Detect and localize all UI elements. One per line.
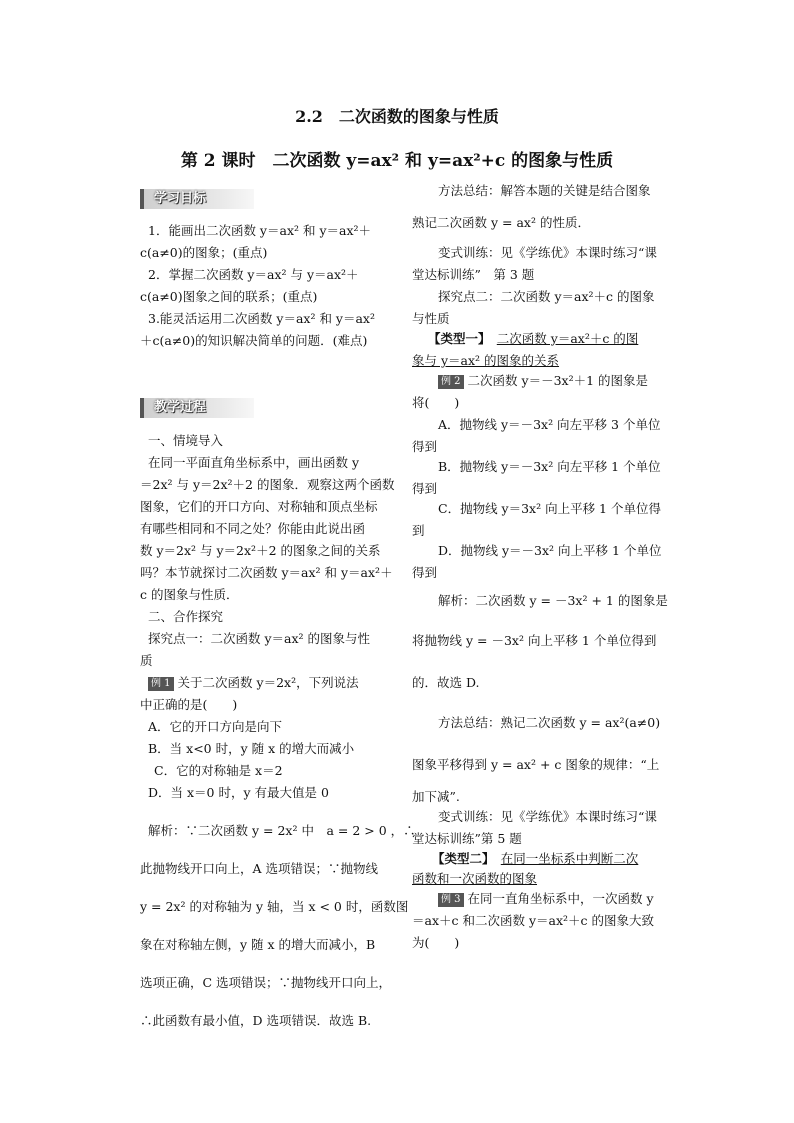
lesson-subtitle: 第 2 课时 二次函数 y=ax² 和 y=ax²+c 的图象与性质 <box>180 151 614 171</box>
goal-line: 2．掌握二次函数 y＝ax² 与 y＝ax²＋ <box>148 267 359 282</box>
option-c: C．它的对称轴是 x＝2 <box>154 763 283 778</box>
analysis-line: 解析：二次函数 y = －3x² + 1 的图象是 <box>438 593 668 608</box>
example-1: 例 1 关于二次函数 y＝2x²，下列说法 <box>148 672 359 694</box>
process-line: c 的图象与性质． <box>140 587 239 602</box>
analysis-line: 此抛物线开口向上，A 选项错误；∵抛物线 <box>140 861 379 876</box>
summary-line: 图象平移得到 y = ax² + c 图象的规律：“上 <box>412 757 660 772</box>
analysis-line: 解析：∵二次函数 y = 2x² 中 a = 2 > 0 ，∴ <box>148 823 416 838</box>
analysis-line: 选项正确，C 选项错误；∵抛物线开口向上， <box>140 975 392 990</box>
example-2: 例 2 二次函数 y＝－3x²＋1 的图象是 <box>438 370 648 392</box>
section-title: 2.2 二次函数的图象与性质 <box>295 107 499 126</box>
process-line: 质 <box>140 653 153 668</box>
process-line: 数 y＝2x² 与 y＝2x²＋2 的图象之间的关系 <box>140 543 381 558</box>
example-line: 将( ) <box>412 395 460 410</box>
analysis-line: 将抛物线 y = －3x² 向上平移 1 个单位得到 <box>412 633 657 648</box>
option-b: B．当 x<0 时，y 随 x 的增大而减小 <box>148 741 355 756</box>
example-line: ＝ax＋c 和二次函数 y＝ax²＋c 的图象大致 <box>412 913 654 928</box>
option-c: C．抛物线 y＝3x² 向上平移 1 个单位得 <box>438 501 661 516</box>
option-b-cont: 得到 <box>412 481 438 496</box>
summary-line: 熟记二次函数 y = ax² 的性质． <box>412 215 590 230</box>
practice-line: 堂达标训练”第 5 题 <box>412 831 522 846</box>
option-c-cont: 到 <box>412 523 425 538</box>
analysis-line: 象在对称轴左侧，y 随 x 的增大而减小，B <box>140 937 376 952</box>
analysis-line: 的．故选 D. <box>412 675 480 690</box>
type-2-heading: 【类型二】 在同一坐标系中判断二次 <box>432 851 639 866</box>
option-d: D．抛物线 y＝－3x² 向上平移 1 个单位 <box>438 543 662 558</box>
example-badge: 例 1 <box>148 677 174 691</box>
process-line: 一、情境导入 <box>148 433 224 448</box>
option-d: D．当 x＝0 时，y 有最大值是 0 <box>148 785 329 800</box>
explore-line: 探究点二：二次函数 y＝ax²＋c 的图象 <box>438 289 655 304</box>
summary-line: 方法总结：熟记二次函数 y = ax²(a≠0) <box>438 715 661 730</box>
goal-line: c(a≠0)的图象；(重点) <box>140 245 268 260</box>
process-line: ＝2x² 与 y＝2x²＋2 的图象．观察这两个函数 <box>140 477 395 492</box>
summary-line: 方法总结：解答本题的关键是结合图象 <box>438 183 651 198</box>
option-a-cont: 得到 <box>412 439 438 454</box>
goal-line: 3.能灵活运用二次函数 y＝ax² 和 y＝ax² <box>148 311 375 326</box>
option-a: A．抛物线 y＝－3x² 向左平移 3 个单位 <box>438 417 661 432</box>
option-b: B．抛物线 y＝－3x² 向左平移 1 个单位 <box>438 459 661 474</box>
analysis-line: y = 2x² 的对称轴为 y 轴，当 x < 0 时，函数图 <box>140 899 409 914</box>
goal-line: ＋c(a≠0)的知识解决简单的问题．(难点) <box>140 333 368 348</box>
type-1-heading: 【类型一】 二次函数 y＝ax²＋c 的图 <box>428 331 639 346</box>
teaching-process-banner: 教学过程 <box>140 398 254 418</box>
summary-line: 加下减”. <box>412 789 460 804</box>
practice-line: 堂达标训练” 第 3 题 <box>412 267 535 282</box>
option-d-cont: 得到 <box>412 565 438 580</box>
example-badge: 例 2 <box>438 375 464 389</box>
analysis-line: ∴此函数有最小值，D 选项错误．故选 B. <box>140 1013 372 1028</box>
process-line: 在同一平面直角坐标系中，画出函数 y <box>148 455 360 470</box>
type-1-heading-cont: 象与 y＝ax² 的图象的关系 <box>412 353 560 368</box>
option-a: A．它的开口方向是向下 <box>148 719 283 734</box>
process-line: 图象，它们的开口方向、对称轴和顶点坐标 <box>140 499 378 514</box>
example-badge: 例 3 <box>438 893 464 907</box>
type-2-heading-cont: 函数和一次函数的图象 <box>412 871 538 886</box>
goal-line: 1．能画出二次函数 y＝ax² 和 y＝ax²＋ <box>148 223 372 238</box>
practice-line: 变式训练：见《学练优》本课时练习“课 <box>438 809 657 824</box>
learning-goals-banner: 学习目标 <box>140 189 254 209</box>
goal-line: c(a≠0)图象之间的联系；(重点) <box>140 289 318 304</box>
process-line: 吗？本节就探讨二次函数 y＝ax² 和 y＝ax²＋ <box>140 565 393 580</box>
practice-line: 变式训练：见《学练优》本课时练习“课 <box>438 245 657 260</box>
example-3: 例 3 在同一直角坐标系中，一次函数 y <box>438 888 654 910</box>
example-line: 中正确的是( ) <box>140 697 238 712</box>
example-line: 为( ) <box>412 935 460 950</box>
process-line: 二、合作探究 <box>148 609 224 624</box>
process-line: 探究点一：二次函数 y＝ax² 的图象与性 <box>148 631 371 646</box>
process-line: 有哪些相同和不同之处？你能由此说出函 <box>140 521 366 536</box>
explore-line: 与性质 <box>412 311 450 326</box>
